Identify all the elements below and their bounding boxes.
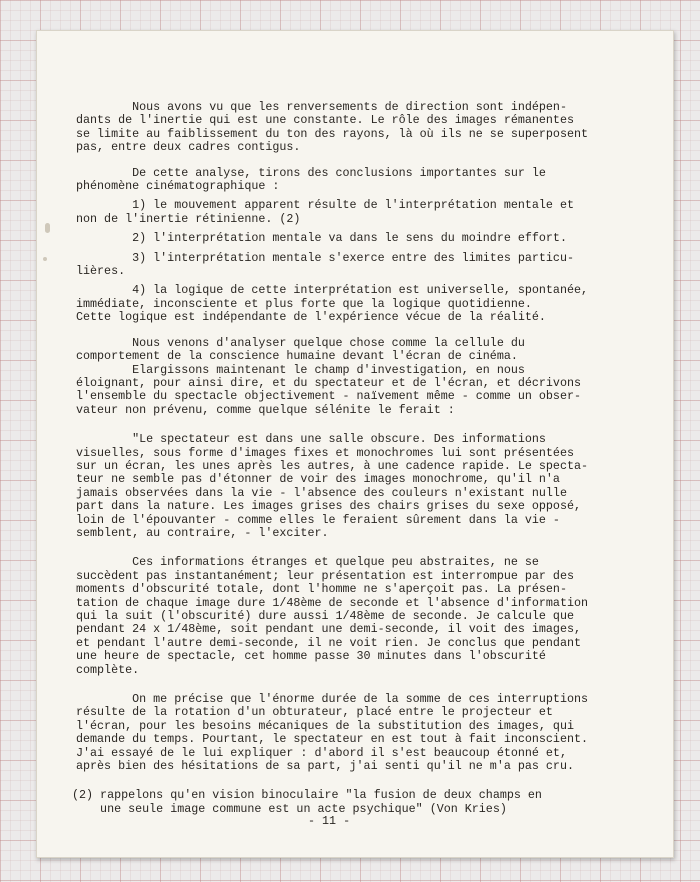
paper-sheet	[36, 30, 674, 858]
footnote: (2) rappelons qu'en vision binoculaire "la fusion de deux champs en une seule image commune est un acte psychique" (Von Kries)	[72, 788, 542, 816]
list-item-1: 1) le mouvement apparent résulte de l'interprétation mentale et non de l'inertie rétinienne. (2)	[76, 198, 574, 226]
typed-text	[72, 100, 651, 829]
punch-mark	[43, 257, 47, 261]
list-item-2: 2) l'interprétation mentale va dans le sens du moindre effort.	[76, 231, 567, 246]
list-item-3: 3) l'interprétation mentale s'exerce entre des limites particu- lières.	[76, 250, 574, 279]
punch-mark	[45, 223, 50, 233]
paragraph-shutter: On me précise que l'énorme durée de la somme de ces interruptions résulte de la rotation d'un obturateur, placé entre le projecteur et l'écran, pour les besoins mécaniques de la substitution des images, qui demande du temps. Pourtant, le spectateur en est tout à fait inconscient. J'ai essayé de le lui expliquer : d'abord il s'est beaucoup étonné et, après bien des hésitations de sa part, j'ai senti qu'il ne m'a pas cru.	[76, 692, 588, 774]
paragraph-inertia: Nous avons vu que les renversements de direction sont indépen- dants de l'inertie qui est une constante. Le rôle des images rémanentes se limite au faiblissement du ton des rayons, là où ils ne se superposent pas, entre deux cadres contigus.	[76, 100, 588, 155]
paragraph-conclusions-intro: De cette analyse, tirons des conclusions importantes sur le phénomène cinématographique :	[76, 165, 546, 194]
paragraph-analysis: Nous venons d'analyser quelque chose comme la cellule du comportement de la conscience humaine devant l'écran de cinéma. Elargissons maintenant le champ d'investigation, en nous éloignant, pour ainsi dire, et du spectateur et de l'écran, et décrivons l'ensemble du spectacle objectivement - naïvement même - comme un obser- vateur non prévenu, comme quelque sélénite le ferait :	[76, 335, 581, 417]
paragraph-spectator-quote: "Le spectateur est dans une salle obscure. Des informations visuelles, sous forme d'images fixes et monochromes lui sont présentées sur un écran, les unes après les autres, à une cadence rapide. Le specta- teur ne semble pas d'étonner de voir des images monochrome, qu'il n'a jamais observées dans la vie - l'absence des couleurs n'existant nulle part dans la nature. Les images grises des chairs grises du sexe opposé, loin de l'épouvanter - comme elles le feraient sûrement dans la vie - semblent, au contraire, - l'exciter.	[76, 432, 588, 540]
page-number: - 11 -	[308, 814, 351, 829]
paragraph-information: Ces informations étranges et quelque peu abstraites, ne se succèdent pas instantanément; leur présentation est interrompue par des moments d'obscurité totale, dont l'homme ne s'aperçoit pas. La présen- tation de chaque image dure 1/48ème de seconde et l'absence d'information qui la suit (l'obscurité) dure aussi 1/48ème de seconde. Je calcule que pendant 24 x 1/48ème, soit pendant une demi-seconde, il voit des images, et pendant l'autre demi-seconde, il ne voit rien. Je conclus que pendant une heure de spectacle, cet homme passe 30 minutes dans l'obscurité complète.	[76, 555, 588, 677]
list-item-4: 4) la logique de cette interprétation est universelle, spontanée, immédiate, inconsciente et plus forte que la logique quotidienne. Cette logique est indépendante de l'expérience vécue de la réalité.	[76, 283, 588, 325]
